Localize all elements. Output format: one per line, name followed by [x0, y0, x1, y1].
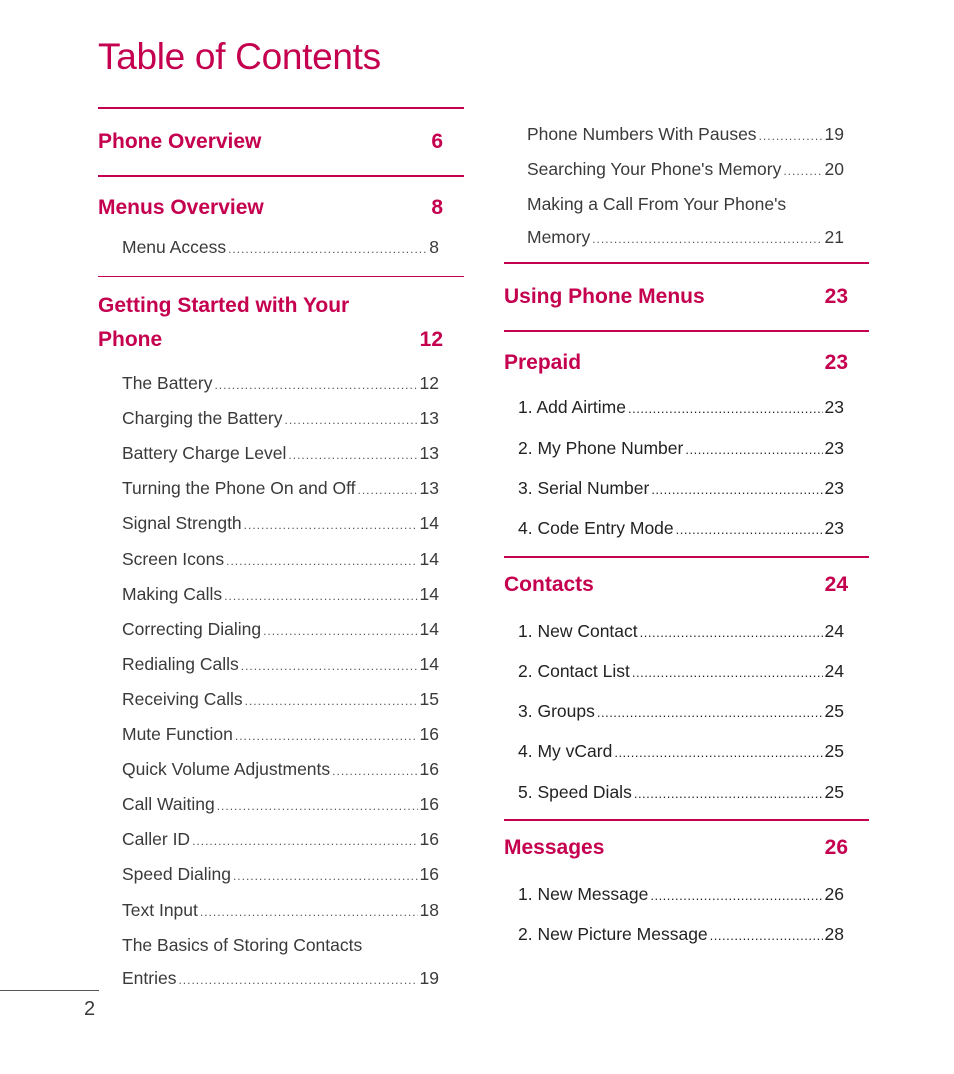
- toc-entry[interactable]: Signal Strength ..... 14: [122, 507, 439, 542]
- section-page: 6: [431, 130, 443, 153]
- toc-entry[interactable]: Mute Function ..... 16: [122, 718, 439, 753]
- toc-entry[interactable]: Turning the Phone On and Off ..... 13: [122, 472, 439, 507]
- toc-entry[interactable]: 1. New Contact ..... 24: [518, 612, 844, 652]
- toc-entry[interactable]: Call Waiting ..... 16: [122, 788, 439, 823]
- toc-section-prepaid[interactable]: [504, 332, 869, 380]
- footer-divider: [0, 990, 99, 991]
- toc-entry[interactable]: Phone Numbers With Pauses ..... 19: [527, 118, 844, 153]
- section-page: 12: [419, 328, 443, 352]
- toc-entry[interactable]: Entries ..... 19: [122, 962, 439, 997]
- toc-entry-line1: Making a Call From Your Phone's: [527, 194, 787, 215]
- toc-section-contacts[interactable]: [504, 558, 869, 602]
- toc-entry-line1: The Basics of Storing Contacts: [122, 934, 363, 955]
- toc-entry[interactable]: Redialing Calls ..... 14: [122, 648, 439, 683]
- getting-started-entries: [98, 357, 464, 997]
- toc-entry[interactable]: Text Input ..... 18: [122, 894, 439, 929]
- toc-section-menus-overview[interactable]: [98, 177, 464, 225]
- section-page: 24: [824, 572, 848, 596]
- toc-entry[interactable]: Correcting Dialing ..... 14: [122, 613, 439, 648]
- toc-entry[interactable]: Quick Volume Adjustments ..... 16: [122, 753, 439, 788]
- section-title: Menus Overview: [98, 196, 264, 219]
- continued-entries: [504, 118, 869, 262]
- messages-entries: [504, 865, 869, 956]
- section-page: 23: [824, 351, 848, 375]
- section-title: Messages: [504, 836, 605, 860]
- toc-section-messages[interactable]: [504, 821, 869, 865]
- contacts-entries: [504, 602, 869, 819]
- menus-overview-entries: [98, 225, 464, 276]
- toc-entry[interactable]: Searching Your Phone's Memory ..... 20: [527, 153, 844, 188]
- section-page: 26: [824, 836, 848, 860]
- toc-section-using-phone-menus[interactable]: [504, 264, 869, 330]
- toc-entry[interactable]: Battery Charge Level ..... 13: [122, 437, 439, 472]
- toc-entry[interactable]: 2. Contact List ..... 24: [518, 652, 844, 692]
- section-page: 23: [824, 285, 848, 309]
- toc-section-getting-started[interactable]: [98, 277, 464, 357]
- toc-entry[interactable]: Screen Icons ..... 14: [122, 543, 439, 578]
- toc-entry[interactable]: 2. New Picture Message ..... 28: [518, 915, 844, 955]
- page-number: 2: [84, 998, 96, 1020]
- toc-entry[interactable]: 3. Serial Number ..... 23: [518, 469, 844, 509]
- toc-entry[interactable]: 2. My Phone Number ..... 23: [518, 429, 844, 469]
- section-title: Getting Started with Your Phone: [98, 294, 350, 352]
- toc-entry[interactable]: 3. Groups ..... 25: [518, 692, 844, 732]
- section-page: 8: [431, 196, 443, 219]
- prepaid-entries: [504, 380, 869, 555]
- toc-left-column: [98, 107, 464, 997]
- toc-section-phone-overview[interactable]: [98, 109, 464, 175]
- section-title: Prepaid: [504, 351, 582, 375]
- section-title: Phone Overview: [98, 130, 262, 153]
- section-title: Contacts: [504, 572, 594, 596]
- toc-entry[interactable]: Caller ID ..... 16: [122, 823, 439, 858]
- toc-entry[interactable]: 1. New Message ..... 26: [518, 875, 844, 915]
- toc-entry[interactable]: Memory ..... 21: [527, 221, 844, 256]
- toc-entry[interactable]: 4. Code Entry Mode ..... 23: [518, 509, 844, 549]
- toc-entry[interactable]: 4. My vCard ..... 25: [518, 732, 844, 772]
- toc-entry[interactable]: 1. Add Airtime ..... 23: [518, 388, 844, 428]
- toc-entry[interactable]: Receiving Calls ..... 15: [122, 683, 439, 718]
- page-title: Table of Contents: [98, 36, 381, 77]
- toc-entry[interactable]: Speed Dialing ..... 16: [122, 858, 439, 893]
- section-title: Using Phone Menus: [504, 285, 705, 309]
- toc-entry[interactable]: The Battery ..... 12: [122, 367, 439, 402]
- toc-entry[interactable]: Menu Access ..... 8: [122, 231, 439, 266]
- toc-entry[interactable]: Making Calls ..... 14: [122, 578, 439, 613]
- toc-entry[interactable]: Charging the Battery ..... 13: [122, 402, 439, 437]
- toc-entry[interactable]: 5. Speed Dials ..... 25: [518, 773, 844, 813]
- toc-right-column: [504, 118, 869, 956]
